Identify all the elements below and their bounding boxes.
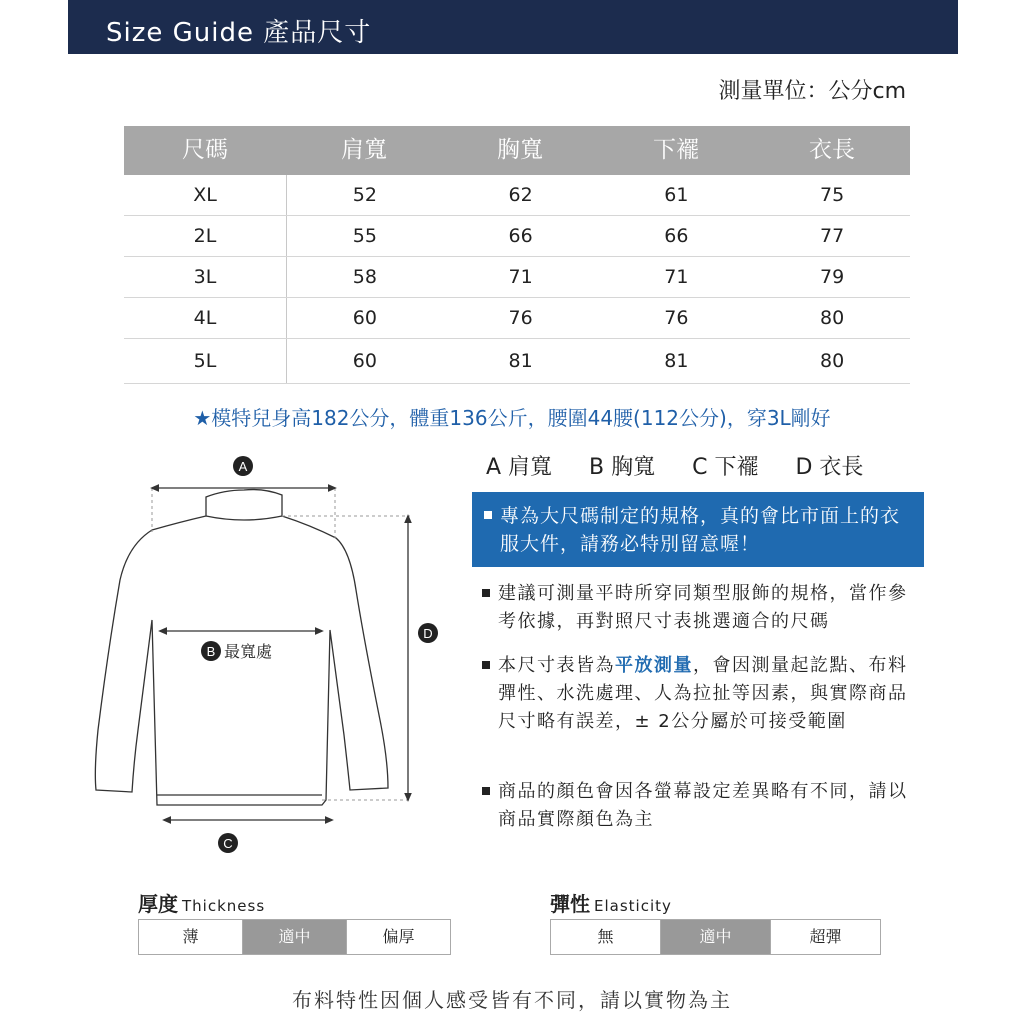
thickness-option: 薄 <box>139 920 243 954</box>
table-cell: 76 <box>508 307 533 329</box>
legend-item: C 下襬 <box>692 455 759 480</box>
footer-note: 布料特性因個人感受皆有不同，請以實物為主 <box>292 988 732 1012</box>
highlight-note <box>472 492 924 567</box>
header-cell: 下襬 <box>653 137 699 163</box>
legend-item: B 胸寬 <box>589 455 656 480</box>
table-cell: 75 <box>820 184 845 206</box>
measure-arrows <box>154 488 408 820</box>
elasticity-scale <box>550 919 881 955</box>
thickness-scale <box>138 919 451 955</box>
table-row <box>124 216 910 257</box>
note-text: 商品的顏色會因各螢幕設定差異略有不同，請以商品實際顏色為主 <box>498 781 908 830</box>
highlight-note-text: 專為大尺碼制定的規格，真的會比市面上的衣服大件，請務必特別留意喔！ <box>500 505 901 555</box>
header-cell: 衣長 <box>809 137 855 163</box>
table-cell: 80 <box>820 350 845 372</box>
table-cell: 52 <box>352 184 377 206</box>
note-text: 本尺寸表皆為平放測量，會因測量起訖點、布料彈性、水洗處理、人為拉扯等因素，與實際商品尺寸略有誤差，± 2公分屬於可接受範圍 <box>498 655 908 732</box>
table-cell: 80 <box>820 307 845 329</box>
page-title: Size Guide 產品尺寸 <box>106 18 372 48</box>
svg-text:D: D <box>423 626 433 641</box>
note-3 <box>482 778 922 834</box>
legend-item: A 肩寬 <box>486 455 553 480</box>
widest-label: 最寬處 <box>224 642 273 661</box>
table-cell: 5L <box>124 339 287 383</box>
thickness-option-selected: 適中 <box>243 920 347 954</box>
header-cell: 肩寬 <box>341 137 387 163</box>
thickness-title: 厚度 Thickness <box>138 892 266 916</box>
bullet-icon <box>482 661 490 669</box>
table-row <box>124 298 910 339</box>
table-cell: 60 <box>352 307 377 329</box>
table-row <box>124 257 910 298</box>
marker-c <box>218 833 238 853</box>
table-cell: 77 <box>820 225 845 247</box>
header-cell: 尺碼 <box>182 137 228 163</box>
size-table <box>124 126 910 384</box>
garment-diagram <box>90 450 450 860</box>
marker-d <box>418 623 438 643</box>
model-note: ★模特兒身高182公分，體重136公斤，腰圍44腰(112公分)，穿3L剛好 <box>193 406 831 430</box>
table-cell: 55 <box>352 225 377 247</box>
svg-text:B: B <box>206 644 216 659</box>
table-row <box>124 175 910 216</box>
table-cell: 81 <box>508 350 533 372</box>
table-cell: XL <box>124 175 287 215</box>
table-cell: 79 <box>820 266 845 288</box>
svg-text:C: C <box>223 836 233 851</box>
table-cell: 3L <box>124 257 287 297</box>
elasticity-option: 超彈 <box>809 927 842 946</box>
table-cell: 71 <box>664 266 689 288</box>
header-cell: 胸寬 <box>497 137 543 163</box>
note-text: 建議可測量平時所穿同類型服飾的規格，當作參考依據，再對照尺寸表挑選適合的尺碼 <box>498 583 908 632</box>
note-1 <box>482 580 922 636</box>
svg-text:A: A <box>238 459 248 474</box>
table-cell: 66 <box>508 225 533 247</box>
legend-item: D 衣長 <box>795 455 864 480</box>
header-bar <box>68 0 958 54</box>
table-cell: 58 <box>352 266 377 288</box>
bullet-icon <box>482 787 490 795</box>
flat-measure-highlight: 平放測量 <box>615 655 693 676</box>
guide-lines <box>152 488 410 800</box>
table-cell: 60 <box>352 350 377 372</box>
table-cell: 4L <box>124 298 287 338</box>
marker-a <box>233 456 253 476</box>
table-header <box>124 126 910 175</box>
table-cell: 62 <box>508 184 533 206</box>
marker-b <box>201 641 221 661</box>
table-cell: 76 <box>664 307 689 329</box>
measure-legend <box>486 450 893 481</box>
elasticity-option-selected: 適中 <box>661 920 771 954</box>
note-2 <box>482 652 922 736</box>
unit-label: 測量單位：公分cm <box>718 79 906 104</box>
table-cell: 61 <box>664 184 689 206</box>
table-cell: 66 <box>664 225 689 247</box>
bullet-icon <box>482 589 490 597</box>
table-cell: 71 <box>508 266 533 288</box>
table-cell: 2L <box>124 216 287 256</box>
elasticity-option: 無 <box>551 920 661 954</box>
table-row <box>124 339 910 384</box>
thickness-option: 偏厚 <box>382 927 415 946</box>
elasticity-title: 彈性 Elasticity <box>550 892 672 916</box>
bullet-icon <box>484 511 492 519</box>
table-cell: 81 <box>664 350 689 372</box>
